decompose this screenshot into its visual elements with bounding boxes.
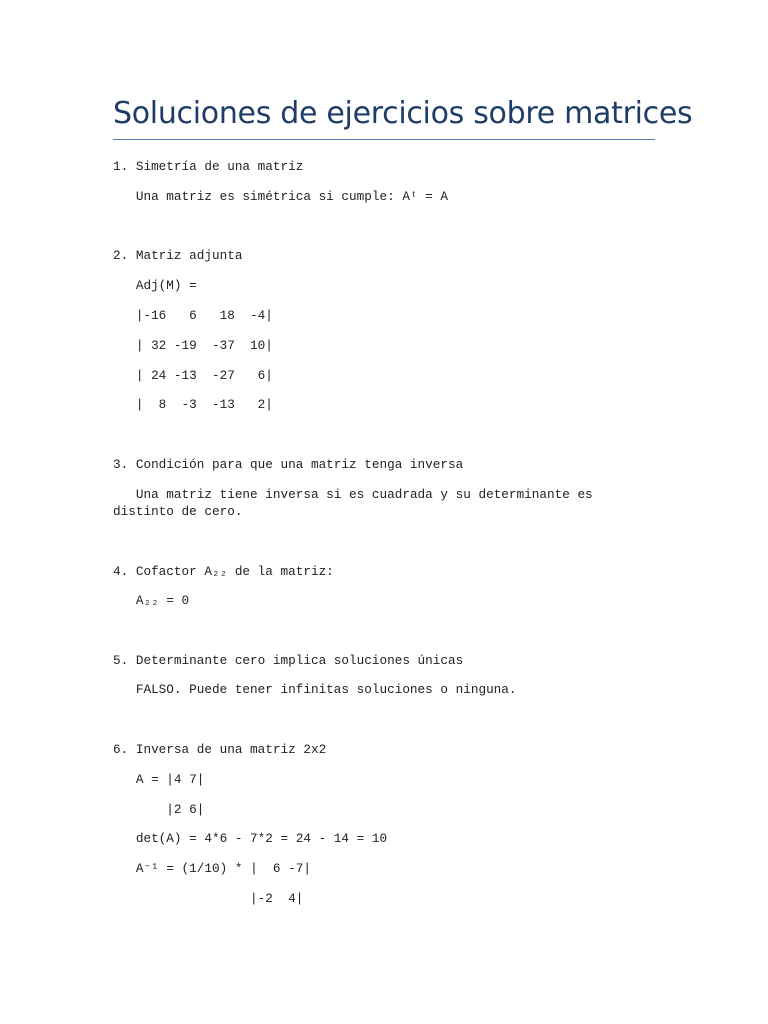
section-text: FALSO. Puede tener infinitas soluciones o ninguna. [113,682,517,697]
section-text: det(A) = 4*6 - 7*2 = 24 - 14 = 10 [113,831,388,846]
section-heading: 6. Inversa de una matriz 2x2 [113,742,327,757]
section-text: Adj(M) = [113,278,197,293]
section-heading: 5. Determinante cero implica soluciones únicas [113,653,464,668]
section-heading: 4. Cofactor A₂₂ de la matriz: [113,564,334,579]
section-text: Una matriz tiene inversa si es cuadrada y su determinante es distinto de cero. [113,487,601,519]
matrix-row: | 24 -13 -27 6| [113,368,273,383]
matrix-row: | 32 -19 -37 10| [113,338,273,353]
section-text: A₂₂ = 0 [113,593,190,608]
section-text: Una matriz es simétrica si cumple: Aᵗ = A [113,189,449,204]
document-page [113,0,693,1024]
matrix-row: |-2 4| [113,891,304,906]
section-heading: 2. Matriz adjunta [113,248,243,263]
section-heading: 1. Simetría de una matriz [113,159,304,174]
matrix-row: |2 6| [113,802,205,817]
matrix-row: |-16 6 18 -4| [113,308,273,323]
section-heading: 3. Condición para que una matriz tenga inversa [113,457,464,472]
document-title: Soluciones de ejercicios sobre matrices [113,96,693,131]
matrix-row: A⁻¹ = (1/10) * | 6 -7| [113,861,311,876]
matrix-row: | 8 -3 -13 2| [113,397,273,412]
title-underline [113,139,655,140]
matrix-row: A = |4 7| [113,772,205,787]
